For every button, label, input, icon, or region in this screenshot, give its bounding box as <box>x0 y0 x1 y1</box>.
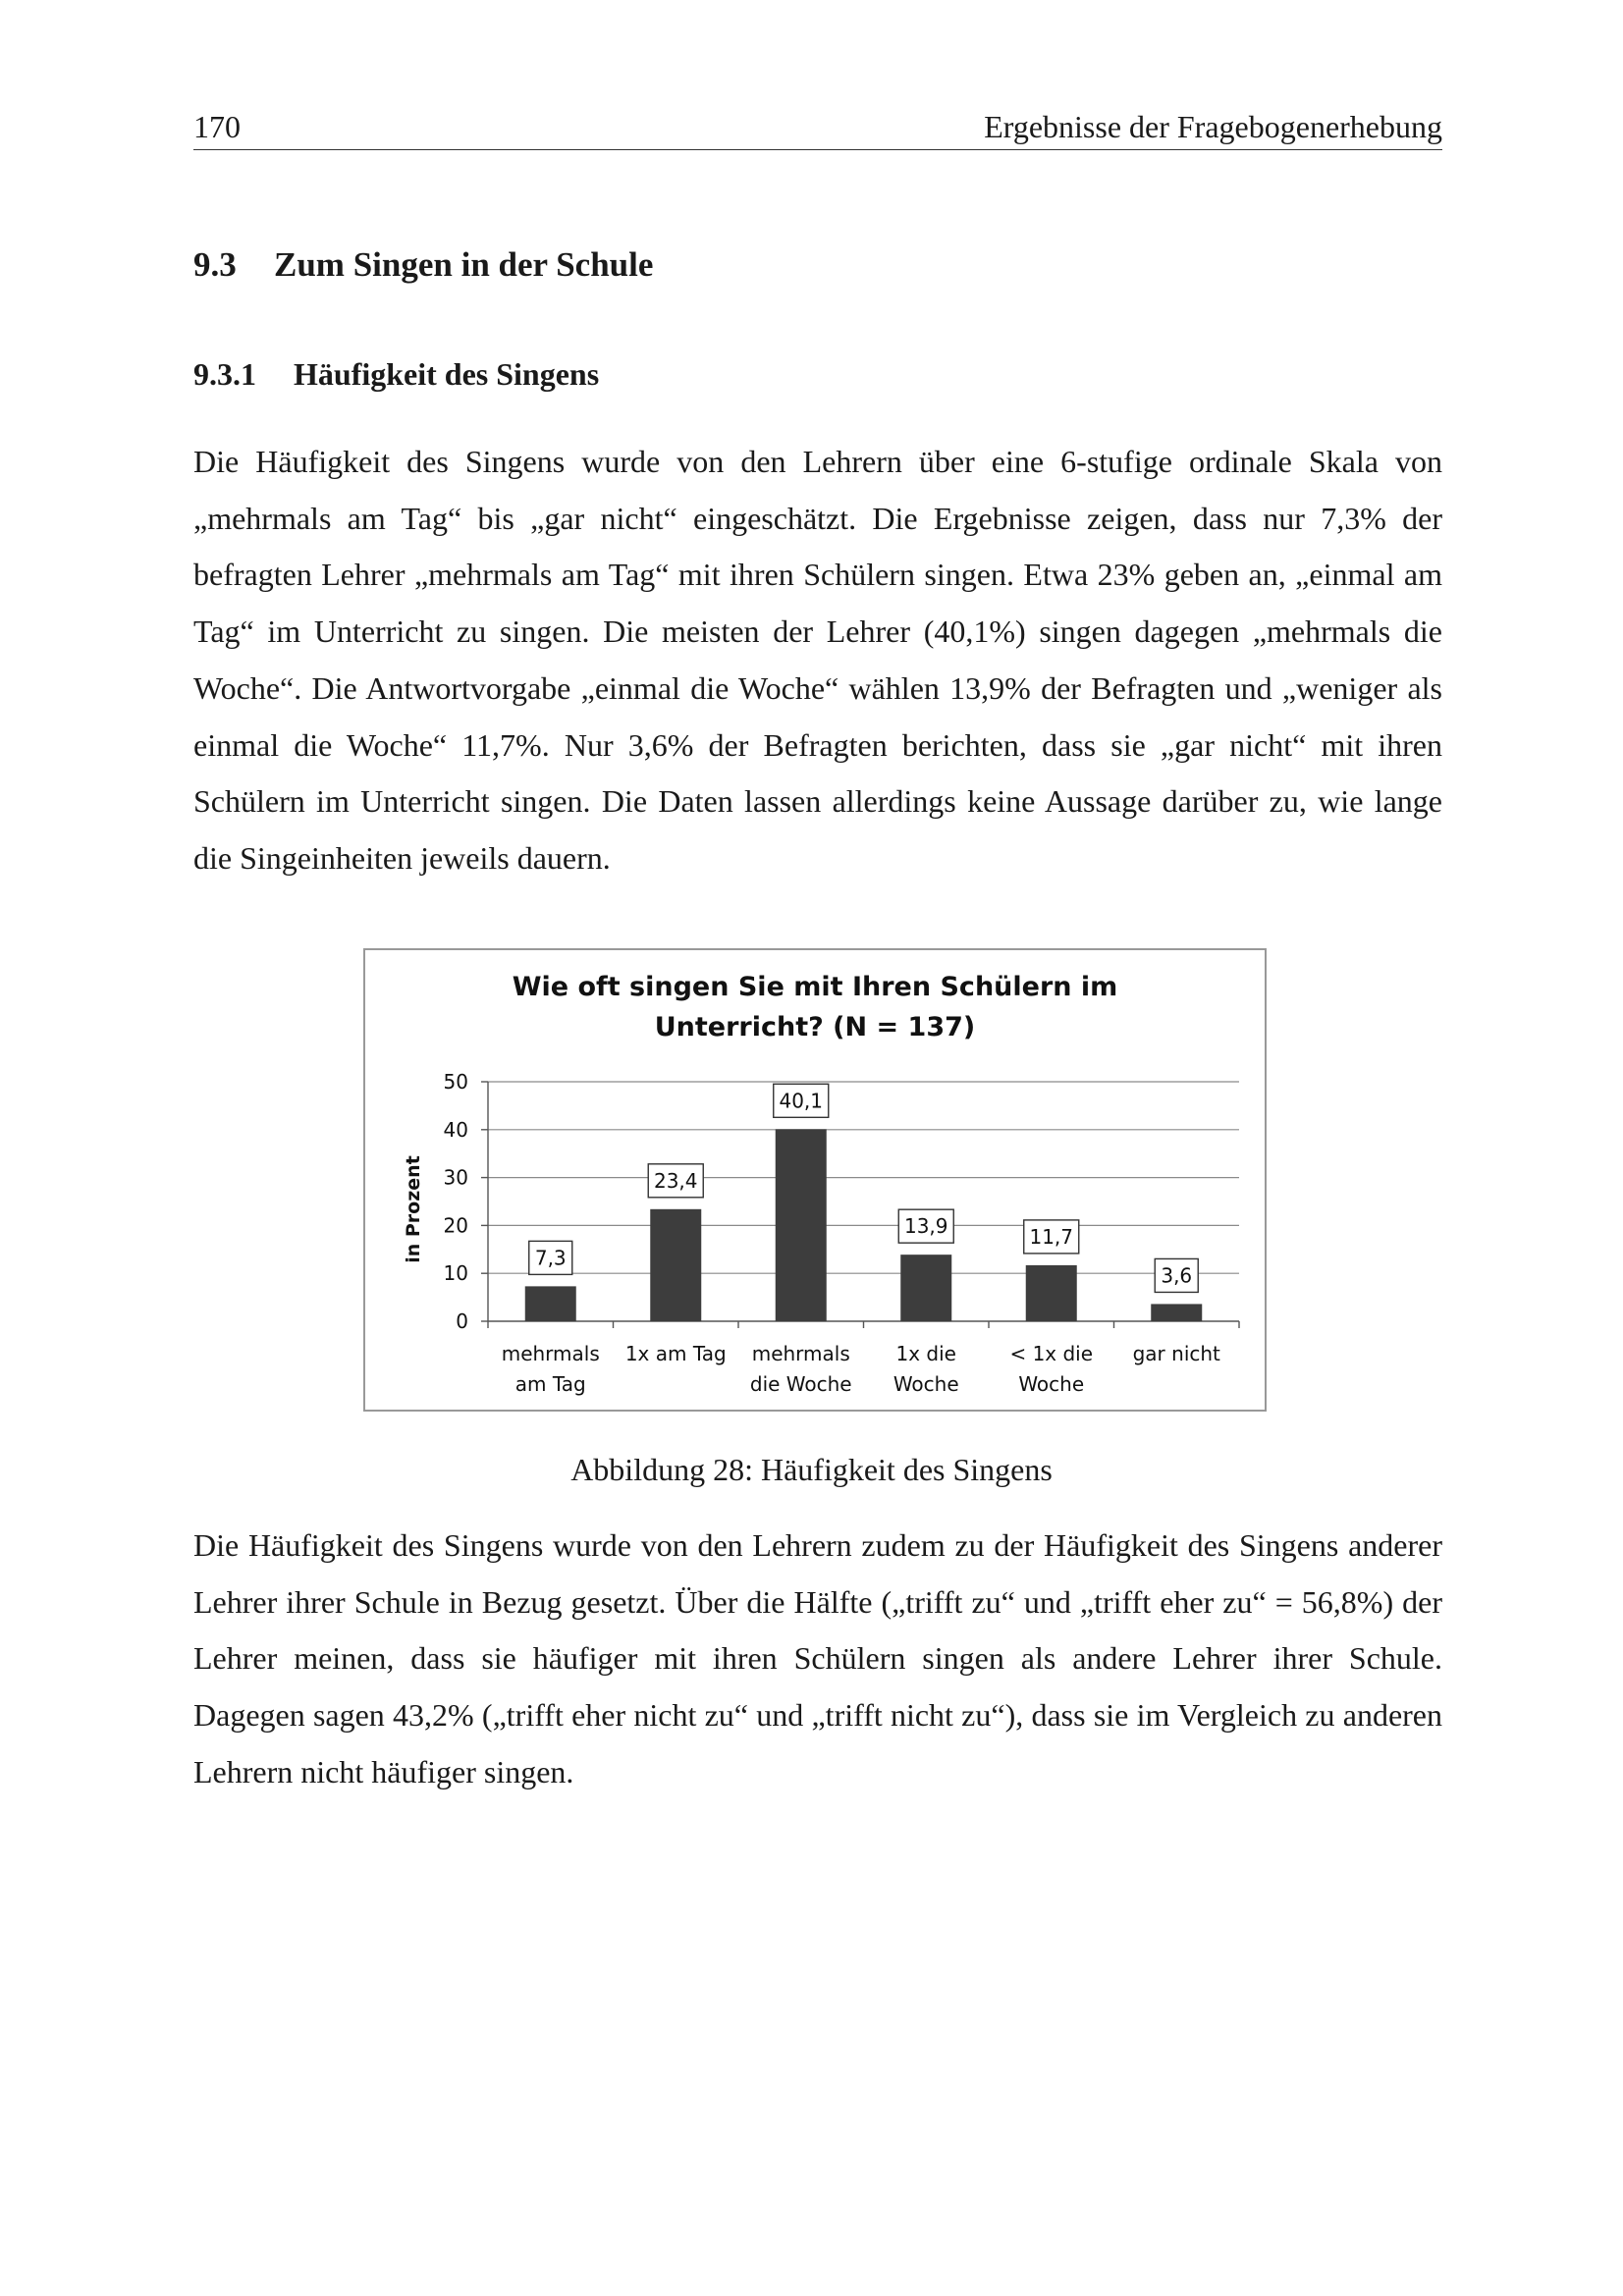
bar-chart-figure <box>363 948 1267 1412</box>
bar <box>525 1286 576 1321</box>
subsection-heading <box>193 353 599 395</box>
chart-title-line: Wie oft singen Sie mit Ihren Schülern im <box>512 972 1118 1002</box>
y-tick-label: 50 <box>443 1070 468 1094</box>
x-tick-label: die Woche <box>749 1372 852 1396</box>
running-header <box>193 104 1442 150</box>
y-tick-label: 20 <box>443 1213 468 1238</box>
bar-chart <box>365 950 1265 1410</box>
data-label: 3,6 <box>1161 1263 1193 1288</box>
subsection-number: 9.3.1 <box>193 356 256 392</box>
x-tick-label: mehrmals <box>751 1342 850 1365</box>
y-tick-label: 40 <box>443 1117 468 1142</box>
x-tick-label: Woche <box>893 1372 959 1396</box>
x-tick-label: 1x die <box>895 1342 956 1365</box>
x-tick-label: < 1x die <box>1009 1342 1094 1365</box>
section-title: Zum Singen in der Schule <box>274 245 654 284</box>
section-number: 9.3 <box>193 245 237 284</box>
running-title: Ergebnisse der Fragebogenerhebung <box>984 109 1442 144</box>
data-label: 11,7 <box>1029 1224 1074 1249</box>
figure-caption: Abbildung 28: Häufigkeit des Singens <box>570 1452 1053 1487</box>
data-label: 23,4 <box>653 1168 698 1193</box>
bar <box>776 1129 827 1321</box>
bar <box>650 1209 701 1321</box>
data-label: 7,3 <box>534 1246 567 1270</box>
x-tick-label: am Tag <box>514 1372 586 1396</box>
x-tick-label: 1x am Tag <box>624 1342 727 1365</box>
data-label: 40,1 <box>779 1089 824 1113</box>
data-label: 13,9 <box>903 1214 948 1239</box>
x-tick-label: gar nicht <box>1132 1342 1220 1365</box>
bar <box>1151 1304 1202 1321</box>
chart-title-line: Unterricht? (N = 137) <box>654 1012 976 1042</box>
y-tick-label: 30 <box>443 1165 468 1190</box>
bar <box>900 1255 951 1321</box>
y-tick-label: 10 <box>443 1261 468 1286</box>
subsection-title: Häufigkeit des Singens <box>294 356 600 392</box>
y-axis-label: in Prozent <box>403 1155 424 1263</box>
body-paragraph-1: Die Häufigkeit des Singens wurde von den Lehrern über eine 6-stufige ordinale Skala von „mehrmals am Tag“ bis „gar nicht“ eingeschätzt. Die Ergebnisse zeigen, dass nur 7,3% der befragten Lehrer „mehrmals am Tag“ mit ihren Schülern singen. Etwa 23% geben an, „einmal am Tag“ im Unterricht zu singen. Die meisten der Lehrer (40,1%) singen dagegen „mehrmals die Woche“. Die Antwortvorgabe „einmal die Woche“ wählen 13,9% der Befragten und „weniger als einmal die Woche“ 11,7%. Nur 3,6% der Befragten berichten, dass sie „gar nicht“ mit ihren Schülern im Unterricht singen. Die Daten lassen allerdings keine Aussage darüber zu, wie lange die Singeinheiten jeweils dauern. <box>193 444 1442 876</box>
section-heading <box>193 243 653 287</box>
x-tick-label: mehrmals <box>501 1342 600 1365</box>
x-tick-label: Woche <box>1018 1372 1085 1396</box>
y-tick-label: 0 <box>456 1309 468 1333</box>
page-number: 170 <box>193 109 241 144</box>
body-paragraph-2: Die Häufigkeit des Singens wurde von den Lehrern zudem zu der Häufigkeit des Singens anderer Lehrer ihrer Schule in Bezug gesetzt. Über die Hälfte („trifft zu“ und „trifft eher zu“ = 56,8%) der Lehrer meinen, dass sie häufiger mit ihren Schülern singen als andere Lehrer ihrer Schule. Dagegen sagen 43,2% („trifft eher nicht zu“ und „trifft nicht zu“), dass sie im Vergleich zu anderen Lehrern nicht häufiger singen. <box>193 1527 1442 1789</box>
bar <box>1026 1265 1077 1321</box>
